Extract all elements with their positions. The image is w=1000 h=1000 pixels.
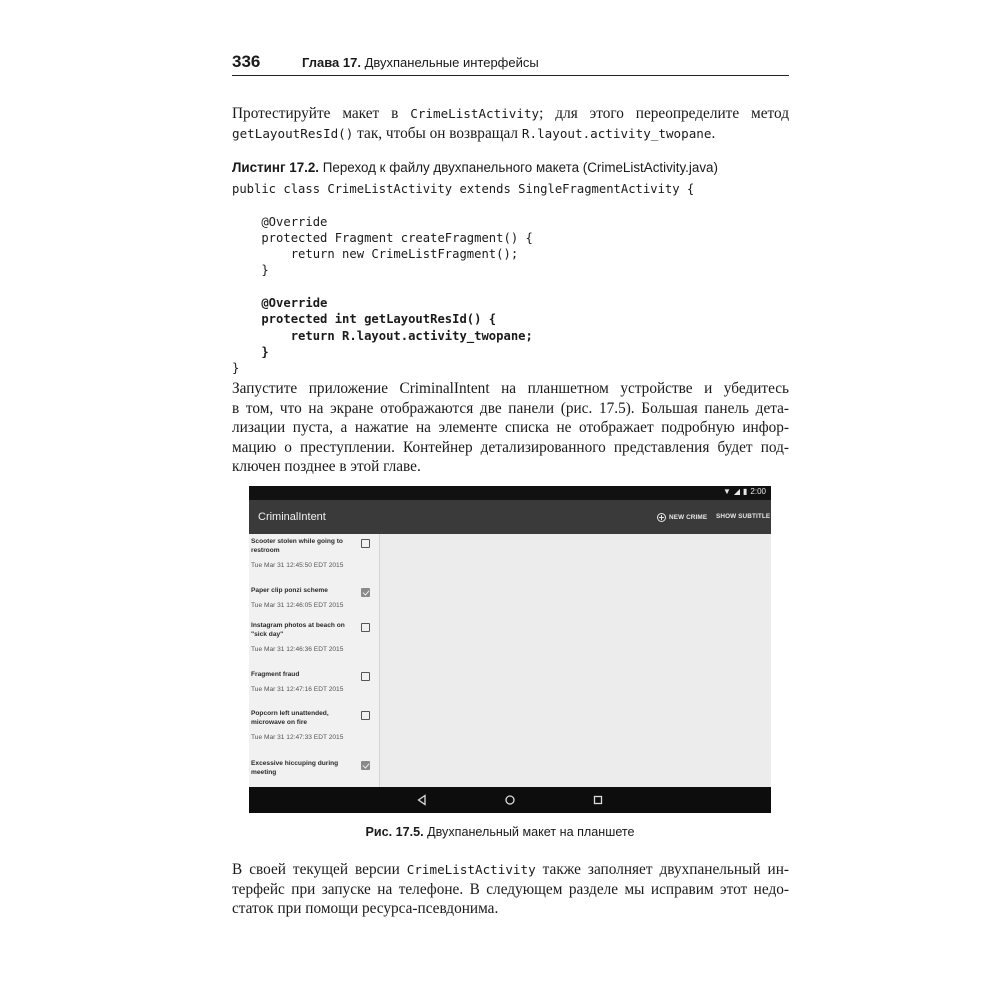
status-time: 2:00 — [750, 487, 766, 496]
inline-code: CrimeListActivity — [406, 862, 536, 877]
chapter-heading — [302, 55, 539, 70]
paragraph-line: терфейс при запуске на телефоне. В следующем разделе мы исправим этот недо- — [232, 880, 789, 898]
paragraph-line: в том, что на экране отображаются две панели (рис. 17.5). Большая панель дета- — [232, 399, 789, 417]
crime-date: Tue Mar 31 12:47:33 EDT 2015 — [251, 734, 344, 741]
app-title: CriminalIntent — [258, 511, 326, 523]
show-subtitle-label: SHOW SUBTITLE — [716, 513, 771, 520]
code-line: return R.layout.activity_twopane; — [232, 328, 533, 343]
crime-title: Popcorn left unattended, microwave on fire — [251, 710, 329, 726]
back-icon[interactable] — [415, 793, 429, 807]
paragraph-current-version — [232, 860, 789, 919]
figure-label: Рис. 17.5. — [365, 825, 424, 839]
running-header — [232, 52, 789, 76]
signal-icon: ◢ — [733, 487, 741, 496]
listing-label: Листинг 17.2. — [232, 160, 320, 175]
solved-checkbox[interactable] — [361, 539, 370, 548]
crime-list-pane — [249, 534, 380, 787]
text-run: В своей текущей версии — [232, 861, 407, 878]
crime-list-item[interactable] — [251, 538, 377, 582]
listing-caption: Переход к файлу двухпанельного макета (CrimeListActivity.java) — [322, 160, 718, 175]
new-crime-label: NEW CRIME — [669, 514, 708, 521]
chapter-label: Глава 17. — [302, 55, 361, 70]
paragraph-line — [232, 104, 789, 124]
chapter-title: Двухпанельные интерфейсы — [364, 55, 539, 70]
crime-date: Tue Mar 31 12:47:16 EDT 2015 — [251, 686, 344, 693]
paragraph-line: статок при помощи ресурса-псевдонима. — [232, 900, 499, 917]
paragraph-line — [232, 124, 789, 144]
show-subtitle-button[interactable] — [716, 513, 770, 520]
solved-checkbox[interactable] — [361, 761, 370, 770]
crime-title: Scooter stolen while going to restroom — [251, 538, 343, 554]
crime-date: Tue Mar 31 12:45:50 EDT 2015 — [251, 562, 344, 569]
code-line: protected int getLayoutResId() { — [232, 312, 497, 327]
recents-icon[interactable] — [591, 793, 605, 807]
crime-title: Excessive hiccuping during meeting — [251, 760, 339, 776]
text-run: так, чтобы он возвращал — [353, 124, 522, 142]
home-icon[interactable] — [503, 793, 517, 807]
inline-code: getLayoutResId() — [232, 125, 354, 141]
paragraph-run-app — [232, 379, 789, 477]
code-line: public class CrimeListActivity extends SingleFragmentActivity { — [232, 182, 695, 196]
crime-title: Fragment fraud — [251, 671, 300, 678]
inline-code: CrimeListActivity — [410, 106, 540, 121]
crime-title: Instagram photos at beach on "sick day" — [251, 622, 345, 638]
new-crime-button[interactable] — [657, 513, 707, 522]
code-line: @Override — [232, 296, 328, 311]
crime-title: Paper clip ponzi scheme — [251, 587, 328, 594]
crime-list-item[interactable] — [251, 671, 377, 715]
app-toolbar — [249, 500, 771, 534]
crime-date: Tue Mar 31 12:46:05 EDT 2015 — [251, 602, 344, 609]
crime-date: Tue Mar 31 12:46:36 EDT 2015 — [251, 646, 344, 653]
status-indicators — [723, 487, 766, 496]
text-run: также заполняет двухпанельный ин- — [535, 861, 789, 878]
status-bar — [249, 486, 771, 500]
code-listing — [232, 181, 694, 377]
code-line: } — [232, 263, 269, 278]
solved-checkbox[interactable] — [361, 672, 370, 681]
paragraph-line: мацию о преступлении. Контейнер детализированного представления будет под- — [232, 438, 789, 456]
crime-list-item[interactable] — [251, 760, 377, 787]
solved-checkbox[interactable] — [361, 623, 370, 632]
text-run: Протестируйте макет в — [232, 105, 411, 122]
text-run: . — [711, 124, 716, 142]
text-run: ; для этого переопределите метод — [539, 105, 789, 122]
paragraph-intro — [232, 104, 789, 143]
crime-list-item[interactable] — [251, 622, 377, 666]
header-rule — [232, 75, 789, 76]
inline-code: R.layout.activity_twopane — [521, 125, 712, 141]
detail-pane — [380, 534, 771, 787]
crime-list-item[interactable] — [251, 710, 377, 754]
figure-caption — [0, 825, 1000, 839]
paragraph-line: ключен позднее в этой главе. — [232, 458, 421, 475]
listing-title — [232, 160, 718, 175]
solved-checkbox[interactable] — [361, 711, 370, 720]
tablet-screenshot — [249, 486, 771, 813]
battery-icon: ▮ — [743, 487, 748, 496]
solved-checkbox[interactable] — [361, 588, 370, 597]
paragraph-line — [232, 860, 789, 880]
add-icon — [657, 513, 666, 522]
code-line: @Override — [232, 214, 328, 229]
paragraph-line: Запустите приложение CriminalIntent на планшетном устройстве и убедитесь — [232, 380, 789, 397]
wifi-icon: ▼ — [722, 487, 731, 496]
figure-caption-text: Двухпанельный макет на планшете — [427, 825, 635, 839]
code-line: } — [232, 344, 269, 359]
page-number: 336 — [232, 52, 261, 71]
code-line: return new CrimeListFragment(); — [232, 247, 519, 262]
code-line: protected Fragment createFragment() { — [232, 230, 533, 245]
code-line: } — [232, 361, 240, 376]
navigation-bar — [249, 787, 771, 813]
paragraph-line: лизации пуста, а нажатие на элементе списка не отображает подробную инфор- — [232, 419, 789, 436]
